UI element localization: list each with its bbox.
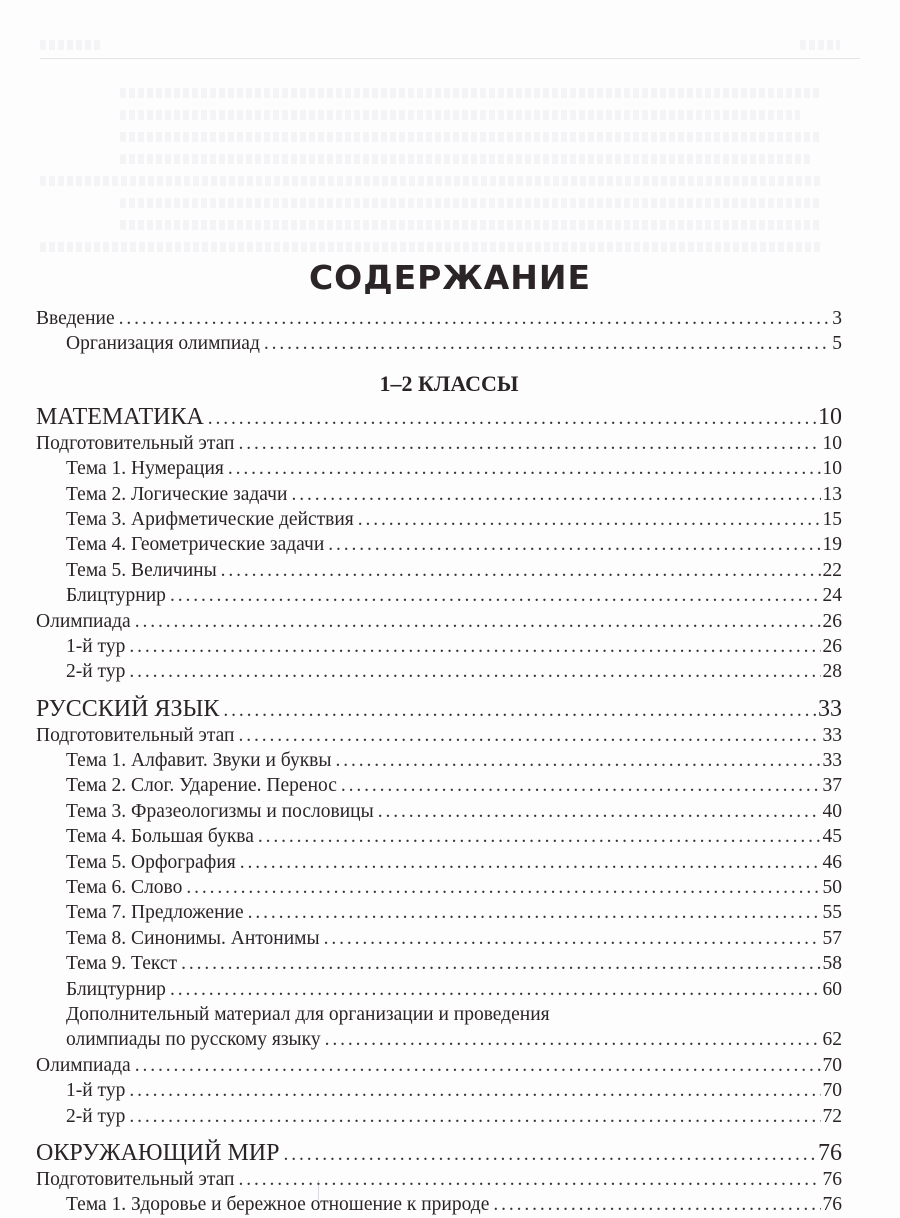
leader-dots — [129, 1104, 820, 1129]
toc-section-world[interactable] — [36, 1139, 842, 1167]
leader-dots — [129, 659, 820, 684]
toc-entry[interactable] — [36, 1078, 842, 1103]
leader-dots — [291, 482, 820, 507]
toc-entry-page: 60 — [822, 978, 842, 1000]
page-title: СОДЕРЖАНИЕ — [308, 258, 592, 297]
leader-dots — [258, 824, 821, 849]
toc-entry-label: Тема 1. Алфавит. Звуки и буквы — [66, 750, 332, 772]
toc-entry[interactable] — [36, 748, 842, 773]
toc-entry-page: 26 — [822, 635, 842, 657]
leader-dots — [248, 900, 821, 925]
toc-entry[interactable] — [36, 659, 842, 684]
toc-entry-page: 37 — [822, 775, 842, 797]
toc-entry-label: Олимпиада — [36, 610, 131, 632]
leader-dots — [186, 875, 820, 900]
leader-dots — [238, 1167, 820, 1192]
toc-entry[interactable] — [36, 773, 842, 798]
toc-entry-label: Подготовительный этап — [36, 1168, 235, 1190]
toc-entry-label: 1-й тур — [66, 1080, 126, 1102]
toc-entry-label: олимпиады по русскому языку — [66, 1029, 321, 1051]
toc-entry-page: 58 — [822, 953, 842, 975]
toc-entry-additional-material-line1[interactable] — [36, 1002, 842, 1027]
toc-entry-page: 76 — [822, 1168, 842, 1190]
toc-group-russian-prep[interactable] — [36, 723, 842, 748]
toc-entry-page: 46 — [822, 851, 842, 873]
toc-group-math-prep[interactable] — [36, 431, 842, 456]
toc-entry-label: Тема 2. Слог. Ударение. Перенос — [66, 775, 337, 797]
toc-section-label: РУССКИЙ ЯЗЫК — [36, 695, 220, 722]
toc-entry-page: 10 — [822, 458, 842, 480]
toc-entry-page: 5 — [832, 333, 842, 355]
toc-section-russian[interactable] — [36, 695, 842, 723]
toc-entry-label: Блицтурнир — [66, 978, 166, 1000]
toc-entry-page: 33 — [822, 724, 842, 746]
table-of-contents — [36, 306, 842, 1218]
toc-entry-label: Тема 8. Синонимы. Антонимы — [66, 927, 320, 949]
toc-entry[interactable] — [36, 875, 842, 900]
toc-entry-page: 57 — [822, 927, 842, 949]
toc-group-math-olympiad[interactable] — [36, 609, 842, 634]
toc-entry-organization[interactable] — [36, 331, 842, 356]
toc-entry-label: Тема 3. Фразеологизмы и пословицы — [66, 800, 374, 822]
leader-dots — [238, 723, 820, 748]
leader-dots — [129, 634, 820, 659]
toc-entry-label: Блицтурнир — [66, 585, 166, 607]
toc-group-world-prep[interactable] — [36, 1167, 842, 1192]
toc-entry[interactable] — [36, 558, 842, 583]
leader-dots — [170, 977, 821, 1002]
toc-entry-page: 26 — [822, 610, 842, 632]
toc-entry-page: 50 — [822, 877, 842, 899]
toc-entry[interactable] — [36, 799, 842, 824]
toc-entry-label: Организация олимпиад — [66, 333, 260, 355]
toc-entry-page: 72 — [822, 1105, 842, 1127]
toc-entry-label: Тема 6. Слово — [66, 877, 183, 899]
leader-dots — [119, 306, 831, 331]
toc-entry[interactable] — [36, 926, 842, 951]
leader-dots — [341, 773, 821, 798]
leader-dots — [378, 799, 821, 824]
toc-entry-label: Дополнительный материал для организации и проведения — [66, 1003, 550, 1025]
page-fold-mark — [318, 1180, 319, 1200]
toc-entry[interactable] — [36, 1104, 842, 1129]
toc-entry-page: 3 — [832, 308, 842, 329]
toc-entry[interactable] — [36, 507, 842, 532]
leader-dots — [170, 583, 821, 608]
toc-entry-page: 45 — [822, 826, 842, 848]
leader-dots — [324, 926, 821, 951]
toc-entry[interactable] — [36, 583, 842, 608]
toc-section-label: МАТЕМАТИКА — [36, 403, 204, 430]
leader-dots — [135, 609, 821, 634]
toc-entry-page: 62 — [822, 1029, 842, 1051]
toc-entry[interactable] — [36, 951, 842, 976]
leader-dots — [283, 1141, 816, 1169]
toc-entry-page: 10 — [818, 403, 842, 430]
toc-entry[interactable] — [36, 532, 842, 557]
leader-dots — [493, 1192, 820, 1217]
toc-entry-page: 33 — [818, 695, 842, 722]
toc-section-label: ОКРУЖАЮЩИЙ МИР — [36, 1139, 280, 1166]
leader-dots — [358, 507, 821, 532]
toc-entry[interactable] — [36, 634, 842, 659]
leader-dots — [240, 850, 821, 875]
leader-dots — [228, 456, 821, 481]
leader-dots — [238, 431, 820, 456]
toc-entry-label: 2-й тур — [66, 1105, 126, 1127]
reverse-page-bleed-through — [0, 0, 900, 300]
toc-entry-label: Тема 1. Здоровье и бережное отношение к природе — [66, 1194, 490, 1216]
toc-entry-label: Тема 5. Орфография — [66, 851, 236, 873]
toc-entry-label: Тема 2. Логические задачи — [66, 483, 288, 505]
leader-dots — [208, 405, 816, 433]
toc-entry[interactable] — [36, 482, 842, 507]
toc-entry-page: 28 — [822, 661, 842, 683]
toc-entry-page: 22 — [822, 559, 842, 581]
leader-dots — [135, 1053, 821, 1078]
toc-entry-page: 24 — [822, 585, 842, 607]
toc-entry-page: 15 — [822, 508, 842, 530]
toc-entry-label: 1-й тур — [66, 635, 126, 657]
toc-entry-label: Подготовительный этап — [36, 432, 235, 454]
toc-entry-label: Тема 7. Предложение — [66, 902, 244, 924]
leader-dots — [328, 532, 820, 557]
leader-dots — [223, 697, 816, 725]
toc-entry-page: 10 — [822, 432, 842, 454]
toc-entry[interactable] — [36, 824, 842, 849]
toc-entry-label: Тема 9. Текст — [66, 953, 178, 975]
toc-entry-label: Тема 4. Геометрические задачи — [66, 534, 325, 556]
toc-entry-page: 55 — [822, 902, 842, 924]
toc-entry-label: Тема 4. Большая буква — [66, 826, 254, 848]
leader-dots — [264, 331, 830, 356]
toc-entry-label: Олимпиада — [36, 1054, 131, 1076]
grade-heading: 1–2 КЛАССЫ — [379, 370, 519, 396]
toc-entry-page: 70 — [822, 1054, 842, 1076]
toc-entry-label: 2-й тур — [66, 661, 126, 683]
leader-dots — [325, 1027, 821, 1052]
leader-dots — [335, 748, 820, 773]
toc-entry-page: 33 — [822, 750, 842, 772]
toc-group-russian-olympiad[interactable] — [36, 1053, 842, 1078]
toc-entry[interactable] — [36, 900, 842, 925]
toc-entry-page: 70 — [822, 1080, 842, 1102]
toc-entry-label: Подготовительный этап — [36, 724, 235, 746]
toc-entry-page: 76 — [818, 1139, 842, 1166]
toc-entry-label: Тема 3. Арифметические действия — [66, 508, 354, 530]
toc-section-math[interactable] — [36, 403, 842, 431]
toc-entry-page: 19 — [822, 534, 842, 556]
toc-entry-additional-material-line2[interactable] — [36, 1027, 842, 1052]
toc-entry-page: 13 — [822, 483, 842, 505]
toc-entry[interactable] — [36, 977, 842, 1002]
toc-entry-page: 40 — [822, 800, 842, 822]
toc-entry-label: Тема 5. Величины — [66, 559, 217, 581]
toc-entry-label: Тема 1. Нумерация — [66, 458, 224, 480]
toc-entry-label: Введение — [36, 308, 115, 329]
toc-entry[interactable] — [36, 850, 842, 875]
leader-dots — [129, 1078, 820, 1103]
leader-dots — [181, 951, 820, 976]
leader-dots — [221, 558, 821, 583]
toc-entry-introduction[interactable] — [36, 306, 842, 331]
toc-entry[interactable] — [36, 456, 842, 481]
toc-entry[interactable] — [36, 1192, 842, 1217]
toc-entry-page: 76 — [822, 1194, 842, 1216]
